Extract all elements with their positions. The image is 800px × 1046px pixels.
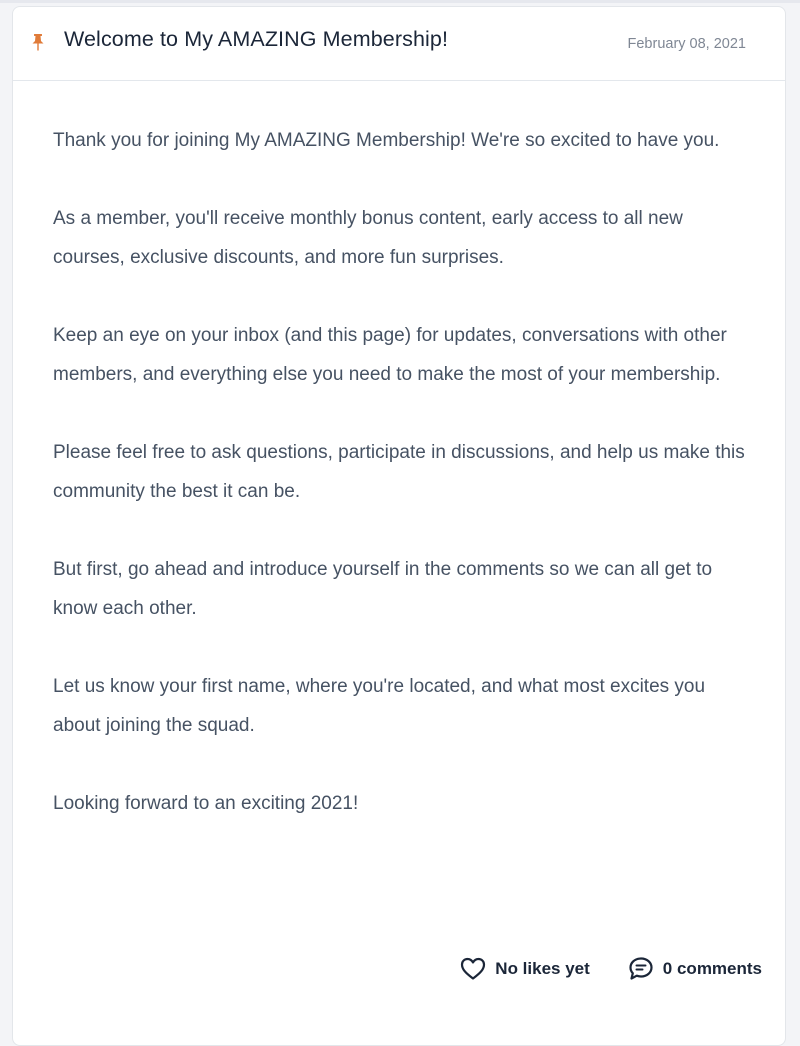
like-button[interactable]	[460, 957, 590, 981]
post-title: Welcome to My AMAZING Membership!	[64, 27, 449, 51]
post-paragraph: Please feel free to ask questions, participate in discussions, and help us make this community the best it can be.	[53, 442, 745, 502]
comments-button[interactable]	[628, 956, 762, 981]
heart-icon[interactable]	[460, 957, 486, 981]
comments-label[interactable]: 0 comments	[662, 958, 762, 978]
post-date: February 08, 2021	[627, 36, 746, 52]
comment-icon[interactable]	[628, 956, 654, 981]
post-paragraph: Thank you for joining My AMAZING Membership! We're so excited to have you.	[53, 130, 720, 151]
post-paragraph: Let us know your first name, where you're located, and what most excites you about joining the squad.	[53, 676, 706, 736]
post-body	[53, 121, 753, 862]
top-divider	[0, 0, 800, 3]
post-header	[13, 7, 785, 81]
post-paragraph: As a member, you'll receive monthly bonus content, early access to all new courses, exclusive discounts, and more fun surprises.	[53, 208, 683, 268]
likes-label[interactable]: No likes yet	[495, 958, 590, 978]
post-paragraph: Looking forward to an exciting 2021!	[53, 793, 359, 814]
post-paragraph: Keep an eye on your inbox (and this page) for updates, conversations with other members, and everything else you need to make the most of your membership.	[53, 325, 727, 385]
pin-icon	[31, 34, 45, 52]
post-footer	[460, 956, 762, 981]
post-paragraph: But first, go ahead and introduce yourself in the comments so we can all get to know each other.	[53, 559, 713, 619]
post-card	[12, 6, 786, 1046]
